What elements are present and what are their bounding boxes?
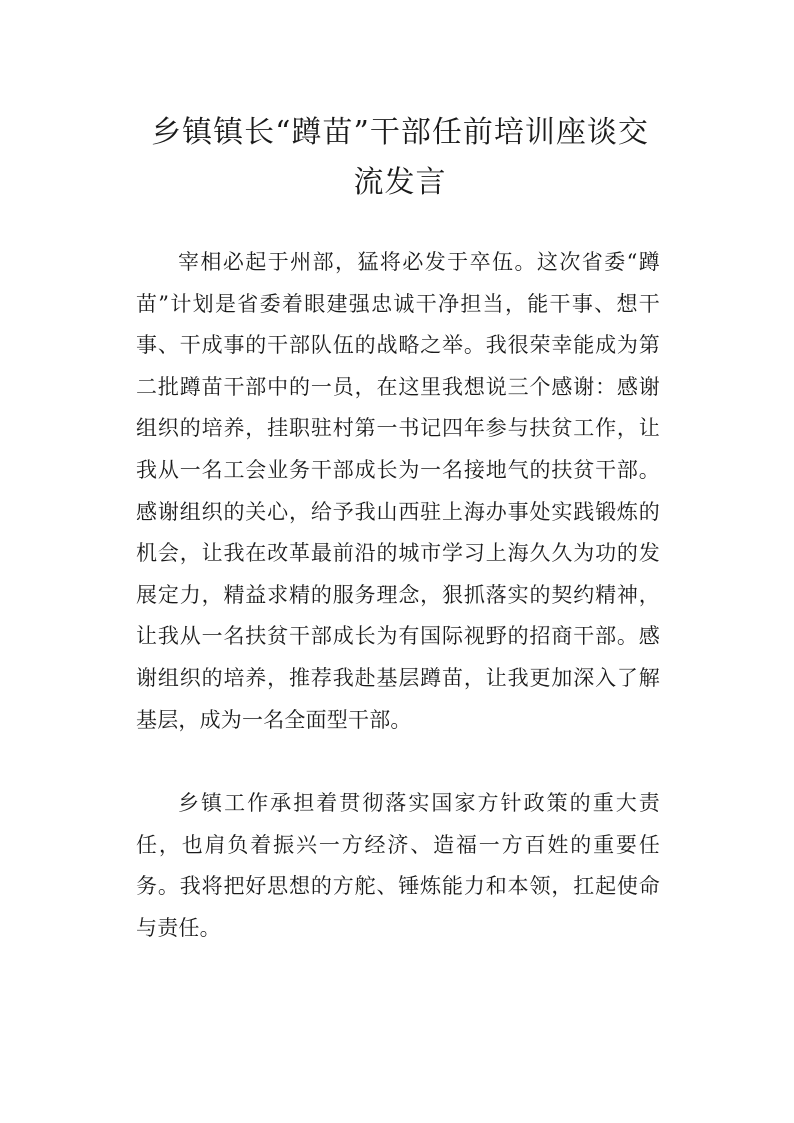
document-body — [136, 242, 660, 950]
paragraph-1: 宰相必起于州部，猛将必发于卒伍。这次省委“蹲苗”计划是省委着眼建强忠诚干净担当，能干事、想干事、干成事的干部队伍的战略之举。我很荣幸能成为第二批蹲苗干部中的一员，在这里我想说三个感谢：感谢组织的培养，挂职驻村第一书记四年参与扶贫工作，让我从一名工会业务干部成长为一名接地气的扶贫干部。感谢组织的关心，给予我山西驻上海办事处实践锻炼的机会，让我在改革最前沿的城市学习上海久久为功的发展定力，精益求精的服务理念，狠抓落实的契约精神，让我从一名扶贫干部成长为有国际视野的招商干部。感谢组织的培养，推荐我赴基层蹲苗，让我更加深入了解基层，成为一名全面型干部。 — [136, 250, 660, 732]
paragraph-2: 乡镇工作承担着贯彻落实国家方针政策的重大责任，也肩负着振兴一方经济、造福一方百姓的重要任务。我将把好思想的方舵、锤炼能力和本领，扛起使命与责任。 — [136, 791, 660, 940]
title-line-1: 乡镇镇长“蹲苗”干部任前培训座谈交 — [151, 115, 649, 150]
paragraph-spacer — [136, 741, 660, 783]
title-line-2: 流发言 — [353, 165, 447, 200]
document-title — [120, 108, 680, 208]
